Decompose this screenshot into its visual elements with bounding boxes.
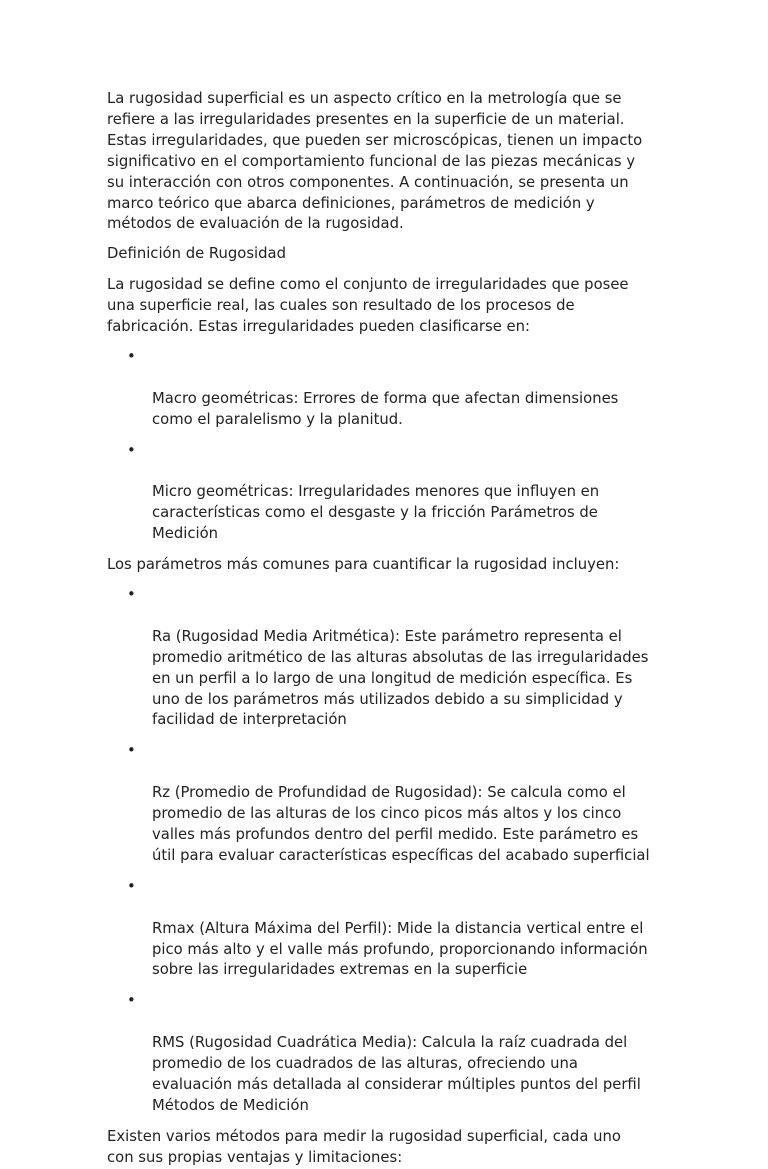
definition-paragraph: La rugosidad se define como el conjunto de irregularidades que posee una superficie real, las cuales son resultado de los procesos de fabricación. Estas irregularidades pueden clasificarse en: bbox=[107, 276, 629, 336]
parameters-list bbox=[107, 585, 668, 1117]
definition-heading: Definición de Rugosidad bbox=[107, 245, 287, 263]
list-item-text: RMS (Rugosidad Cuadrática Media): Calcula la raíz cuadrada del promedio de los cuadrados de las alturas, ofreciendo una evaluación más detallada al considerar múltiples puntos del perfil Métodos de Medición bbox=[152, 1034, 641, 1114]
list-item-text: Macro geométricas: Errores de forma que afectan dimensiones como el paralelismo y la planitud. bbox=[152, 389, 619, 428]
list-item bbox=[107, 585, 668, 731]
bullet-icon: • bbox=[127, 992, 136, 1010]
list-item bbox=[107, 741, 668, 866]
list-item bbox=[107, 991, 668, 1116]
list-item-text: Rz (Promedio de Profundidad de Rugosidad): Se calcula como el promedio de las alturas de los cinco picos más altos y los cinco valles más profundos dentro del perfil medido. Este parámetro es útil para evaluar características específicas del acabado superficial bbox=[152, 784, 650, 864]
list-item bbox=[107, 441, 668, 546]
intro-paragraph: La rugosidad superficial es un aspecto crítico en la metrología que se refiere a las irregularidades presentes en la superficie de un material. Estas irregularidades, que pueden ser microscópicas, tienen un impacto significativo en el comportamiento funcional de las piezas mecánicas y su interacción con otros componentes. A continuación, se presenta un marco teórico que abarca definiciones, parámetros de medición y métodos de evaluación de la rugosidad. bbox=[107, 90, 643, 233]
list-item-text: Micro geométricas: Irregularidades menores que influyen en características como el desgaste y la fricción Parámetros de Medición bbox=[152, 483, 600, 543]
list-item bbox=[107, 347, 668, 431]
list-item-text: Ra (Rugosidad Media Aritmética): Este parámetro representa el promedio aritmético de las alturas absolutas de las irregularidades en un perfil a lo largo de una longitud de medición específica. Es uno de los parámetros más utilizados debido a su simplicidad y facilidad de interpretación bbox=[152, 627, 649, 729]
bullet-icon: • bbox=[127, 742, 136, 760]
bullet-icon: • bbox=[127, 347, 136, 365]
list-item-text: Rmax (Altura Máxima del Perfil): Mide la distancia vertical entre el pico más alto y el valle más profundo, proporcionando información sobre las irregularidades extremas en la superficie bbox=[152, 919, 648, 979]
parameters-intro-paragraph: Los parámetros más comunes para cuantificar la rugosidad incluyen: bbox=[107, 556, 620, 574]
methods-paragraph: Existen varios métodos para medir la rugosidad superficial, cada uno con sus propias ventajas y limitaciones: bbox=[107, 1127, 621, 1166]
bullet-icon: • bbox=[127, 441, 136, 459]
bullet-icon: • bbox=[127, 877, 136, 895]
classification-list bbox=[107, 347, 668, 545]
list-item bbox=[107, 877, 668, 982]
bullet-icon: • bbox=[127, 586, 136, 604]
